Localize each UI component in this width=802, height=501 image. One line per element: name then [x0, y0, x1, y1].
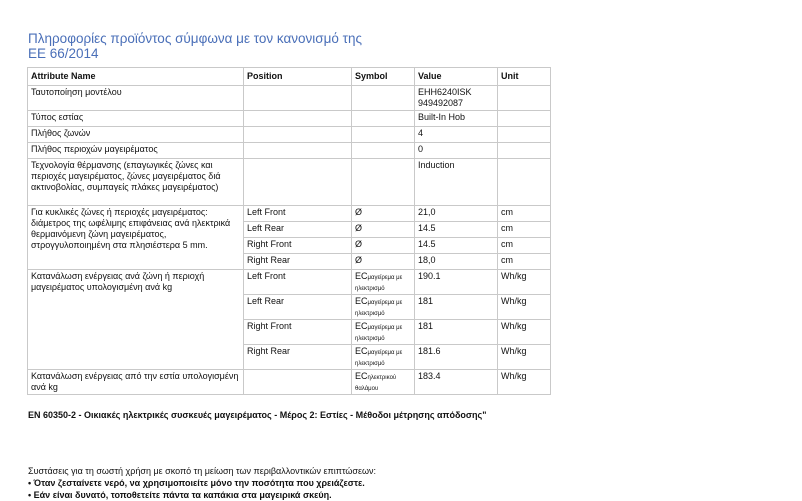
heating-tech-label: Τεχνολογία θέρμανσης (επαγωγικές ζώνες και περιοχές μαγειρέματος, ζώνες μαγειρέματος διά ακτινοβολίας, συμπαγείς πλάκες μαγειρέματος) — [28, 159, 244, 206]
product-info-table — [27, 67, 551, 395]
energy-zone-symbol — [352, 270, 415, 295]
energy-zone-unit: Wh/kg — [498, 345, 551, 370]
energy-zone-position: Left Rear — [244, 295, 352, 320]
diameter-unit: cm — [498, 254, 551, 270]
energy-zone-value: 190.1 — [415, 270, 498, 295]
table-row-areas — [28, 143, 551, 159]
diameter-value: 14.5 — [415, 222, 498, 238]
symbol-subscript-1: ηλεκτρικού — [367, 375, 397, 381]
symbol-subscript-1: μαγείρεμα με — [367, 275, 403, 281]
symbol-main: EC — [355, 321, 368, 331]
symbol-subscript-1: μαγείρεμα με — [367, 350, 403, 356]
energy-zone-label: Κατανάλωση ενέργειας ανά ζώνη ή περιοχή μαγειρέματος υπολογισμένη ανά kg — [28, 270, 244, 370]
energy-zone-position: Right Rear — [244, 345, 352, 370]
areas-label: Πλήθος περιοχών μαγειρέματος — [28, 143, 244, 159]
header-value: Value — [415, 68, 498, 86]
zones-label: Πλήθος ζωνών — [28, 127, 244, 143]
energy-zone-symbol — [352, 320, 415, 345]
table-row-diameter — [28, 206, 551, 222]
standard-reference: EN 60350-2 - Οικιακές ηλεκτρικές συσκευές μαγειρέματος - Μέρος 2: Εστίες - Μέθοδοι μέτρησης απόδοσης" — [28, 410, 487, 420]
symbol-main: EC — [355, 346, 368, 356]
energy-zone-symbol — [352, 295, 415, 320]
table-row-zones — [28, 127, 551, 143]
hob-type-value: Built-In Hob — [415, 111, 498, 127]
diameter-symbol: Ø — [352, 222, 415, 238]
energy-zone-unit: Wh/kg — [498, 320, 551, 345]
model-label: Ταυτοποίηση μοντέλου — [28, 86, 244, 111]
product-number: 949492087 — [418, 98, 464, 108]
zones-value: 4 — [415, 127, 498, 143]
energy-hob-unit: Wh/kg — [498, 370, 551, 395]
table-row-energy-hob — [28, 370, 551, 395]
header-symbol: Symbol — [352, 68, 415, 86]
model-value — [415, 86, 498, 111]
energy-zone-value: 181.6 — [415, 345, 498, 370]
title-line-1: Πληροφορίες προϊόντος σύμφωνα με τον κανονισμό της — [28, 31, 362, 46]
symbol-subscript-2: ηλεκτρισμό — [355, 336, 385, 342]
symbol-subscript-2: θαλάμου — [355, 386, 379, 392]
header-attribute-name: Attribute Name — [28, 68, 244, 86]
symbol-subscript-2: ηλεκτρισμό — [355, 361, 385, 367]
recommendation-item: • Όταν ζεσταίνετε νερό, να χρησιμοποιείτε μόνο την ποσότητα που χρειάζεστε. — [28, 478, 365, 488]
symbol-main: EC — [355, 271, 368, 281]
table-header-row — [28, 68, 551, 86]
energy-zone-position: Left Front — [244, 270, 352, 295]
energy-zone-position: Right Front — [244, 320, 352, 345]
header-unit: Unit — [498, 68, 551, 86]
recommendations-heading: Συστάσεις για τη σωστή χρήση με σκοπό τη μείωση των περιβαλλοντικών επιπτώσεων: — [28, 466, 377, 476]
energy-hob-symbol — [352, 370, 415, 395]
recommendations — [28, 465, 376, 501]
energy-hob-value: 183.4 — [415, 370, 498, 395]
title-line-2: ΕΕ 66/2014 — [28, 46, 99, 61]
page-title — [28, 31, 362, 61]
table-row-heating-tech — [28, 159, 551, 206]
table-row-hob-type — [28, 111, 551, 127]
diameter-value: 18,0 — [415, 254, 498, 270]
areas-value: 0 — [415, 143, 498, 159]
table-row-energy-zone — [28, 270, 551, 295]
symbol-subscript-2: ηλεκτρισμό — [355, 286, 385, 292]
header-position: Position — [244, 68, 352, 86]
diameter-position: Right Front — [244, 238, 352, 254]
diameter-position: Left Rear — [244, 222, 352, 238]
diameter-label: Για κυκλικές ζώνες ή περιοχές μαγειρέματος: διάμετρος της ωφέλιμης επιφάνειας ανά ηλεκτρικά θερμαινόμενη ζώνη μαγειρέματος, στρογγυλοποιημένη στα πλησιέστερα 5 mm. — [28, 206, 244, 270]
energy-zone-unit: Wh/kg — [498, 295, 551, 320]
diameter-symbol: Ø — [352, 238, 415, 254]
diameter-position: Left Front — [244, 206, 352, 222]
hob-type-label: Τύπος εστίας — [28, 111, 244, 127]
symbol-main: EC — [355, 371, 368, 381]
energy-zone-unit: Wh/kg — [498, 270, 551, 295]
diameter-symbol: Ø — [352, 254, 415, 270]
energy-zone-value: 181 — [415, 320, 498, 345]
diameter-value: 21,0 — [415, 206, 498, 222]
energy-zone-symbol — [352, 345, 415, 370]
table-row-model — [28, 86, 551, 111]
recommendation-item: • Εάν είναι δυνατό, τοποθετείτε πάντα τα καπάκια στα μαγειρικά σκεύη. — [28, 490, 332, 500]
diameter-unit: cm — [498, 222, 551, 238]
diameter-value: 14.5 — [415, 238, 498, 254]
diameter-symbol: Ø — [352, 206, 415, 222]
heating-tech-value: Induction — [415, 159, 498, 206]
symbol-subscript-1: μαγείρεμα με — [367, 300, 403, 306]
symbol-subscript-1: μαγείρεμα με — [367, 325, 403, 331]
model-number: EHH6240ISK — [418, 87, 472, 97]
symbol-subscript-2: ηλεκτρισμό — [355, 311, 385, 317]
diameter-unit: cm — [498, 238, 551, 254]
energy-hob-label: Κατανάλωση ενέργειας από την εστία υπολογισμένη ανά kg — [28, 370, 244, 395]
diameter-unit: cm — [498, 206, 551, 222]
symbol-main: EC — [355, 296, 368, 306]
energy-zone-value: 181 — [415, 295, 498, 320]
diameter-position: Right Rear — [244, 254, 352, 270]
